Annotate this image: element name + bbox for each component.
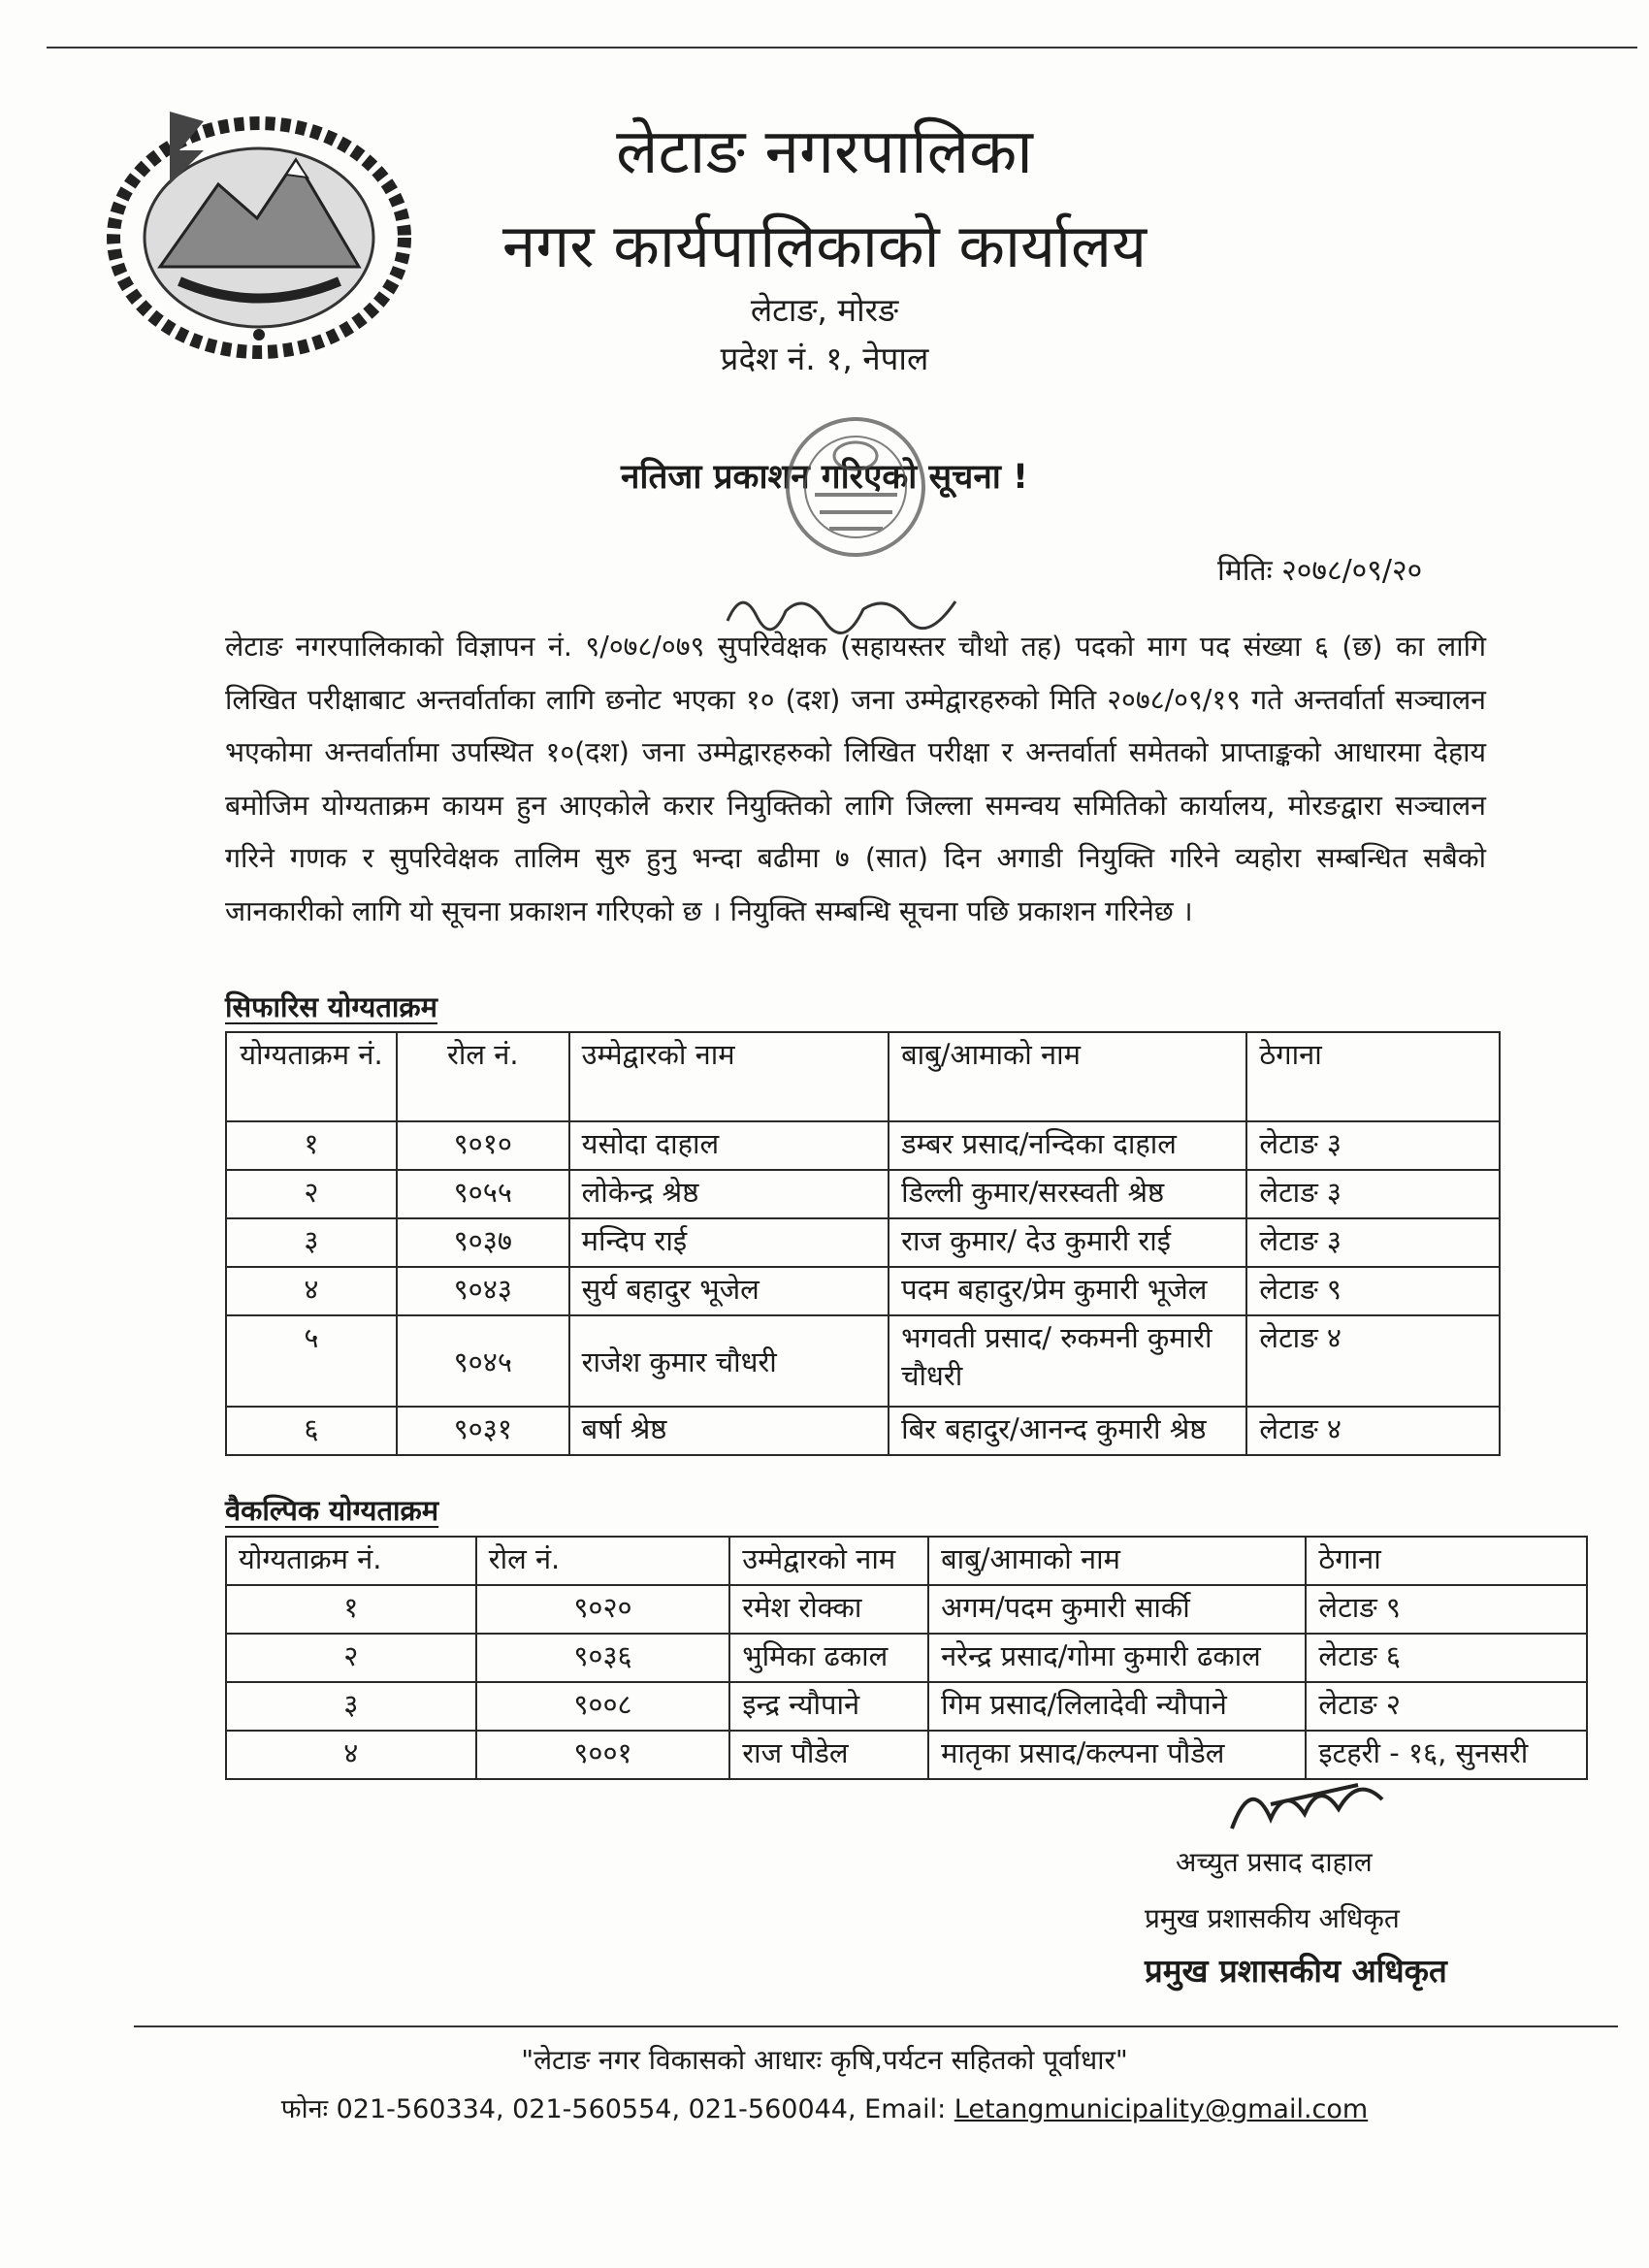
nepal-emblem-icon bbox=[102, 92, 417, 359]
name-cell: बर्षा श्रेष्ठ bbox=[569, 1407, 889, 1455]
parents-cell: भगवती प्रसाद/ रुकमनी कुमारी चौधरी bbox=[889, 1315, 1246, 1407]
name-cell: सुर्य बहादुर भूजेल bbox=[569, 1267, 889, 1315]
col-address: ठेगाना bbox=[1246, 1032, 1500, 1121]
notice-title: नतिजा प्रकाशन गरिएको सूचना ! bbox=[620, 458, 1029, 497]
parents-cell: राज कुमार/ देउ कुमारी राई bbox=[889, 1218, 1246, 1267]
address-cell: लेटाङ ६ bbox=[1306, 1634, 1587, 1682]
parents-cell: गिम प्रसाद/लिलादेवी न्यौपाने bbox=[928, 1682, 1306, 1731]
signatory-title: प्रमुख प्रशासकीय अधिकृत bbox=[1145, 1902, 1400, 1934]
roll-cell: ९०३६ bbox=[476, 1634, 730, 1682]
top-rule bbox=[47, 47, 1637, 49]
roll-cell: ९०३७ bbox=[397, 1218, 569, 1267]
parents-cell: नरेन्द्र प्रसाद/गोमा कुमारी ढकाल bbox=[928, 1634, 1306, 1682]
col-rank: योग्यताक्रम नं. bbox=[226, 1032, 397, 1121]
parents-cell: डम्बर प्रसाद/नन्दिका दाहाल bbox=[889, 1121, 1246, 1170]
table-row bbox=[226, 1218, 1500, 1267]
table-row bbox=[226, 1315, 1500, 1407]
roll-cell: ९०१० bbox=[397, 1121, 569, 1170]
roll-cell: ९०२० bbox=[476, 1585, 730, 1634]
rank-cell: ३ bbox=[226, 1682, 476, 1731]
col-rank: योग्यताक्रम नं. bbox=[226, 1537, 476, 1585]
rank-cell: २ bbox=[226, 1170, 397, 1218]
name-cell: रमेश रोक्का bbox=[729, 1585, 928, 1634]
rank-cell: ६ bbox=[226, 1407, 397, 1455]
parents-cell: अगम/पदम कुमारी सार्की bbox=[928, 1585, 1306, 1634]
signatory-stamp: प्रमुख प्रशासकीय अधिकृत bbox=[1145, 1952, 1447, 1990]
col-parents: बाबु/आमाको नाम bbox=[889, 1032, 1246, 1121]
recommended-table bbox=[225, 1031, 1501, 1456]
municipality-name: लेटाङ नगरपालिका bbox=[616, 116, 1033, 188]
table-row bbox=[226, 1682, 1587, 1731]
table-header-row bbox=[226, 1032, 1500, 1121]
address-cell: इटहरी - १६, सुनसरी bbox=[1306, 1731, 1587, 1779]
col-parents: बाबु/आमाको नाम bbox=[928, 1537, 1306, 1585]
address-cell: लेटाङ ४ bbox=[1246, 1315, 1500, 1407]
phone-numbers: फोनः 021-560334, 021-560554, 021-560044, bbox=[280, 2094, 857, 2124]
table-row bbox=[226, 1267, 1500, 1315]
handwritten-signature-icon bbox=[1212, 1766, 1406, 1843]
table-header-row bbox=[226, 1537, 1587, 1585]
name-cell: इन्द्र न्यौपाने bbox=[729, 1682, 928, 1731]
notice-date: मितिः २०७८/०९/२० bbox=[1217, 554, 1423, 588]
parents-cell: पदम बहादुर/प्रेम कुमारी भूजेल bbox=[889, 1267, 1246, 1315]
recommended-heading: सिफारिस योग्यताक्रम bbox=[225, 990, 438, 1023]
alternate-heading: वैकल्पिक योग्यताक्रम bbox=[225, 1494, 439, 1527]
col-name: उम्मेद्वारको नाम bbox=[569, 1032, 889, 1121]
alternate-table bbox=[225, 1536, 1588, 1780]
footer-contact bbox=[194, 2047, 1455, 2125]
footer-slogan: "लेटाङ नगर विकासको आधारः कृषि,पर्यटन सहितको पूर्वाधार" bbox=[521, 2044, 1128, 2076]
office-seal-icon bbox=[776, 407, 936, 567]
col-roll: रोल नं. bbox=[476, 1537, 730, 1585]
name-cell: राजेश कुमार चौधरी bbox=[569, 1315, 889, 1407]
col-name: उम्मेद्वारको नाम bbox=[729, 1537, 928, 1585]
table-row bbox=[226, 1585, 1587, 1634]
notice-body: लेटाङ नगरपालिकाको विज्ञापन नं. ९/०७८/०७९ सुपरिवेक्षक (सहायस्तर चौथो तह) पदको माग पद संख्या ६ (छ) का लागि लिखित परीक्षाबाट अन्तर्वार्ताका लागि छनोट भएका १० (दश) जना उम्मेद्वारहरुको मिति २०७८/०९/१९ गते अन्तर्वार्ता सञ्चालन भएकोमा अन्तर्वार्तामा उपस्थित १०(दश) जना उम्मेद्वारहरुको लिखित परीक्षा र अन्तर्वार्ता समेतको प्राप्ताङ्कको आधारमा देहाय बमोजिम योग्यताक्रम कायम हुन आएकोले करार नियुक्तिको लागि जिल्ला समन्वय समितिको कार्यालय, मोरङद्वारा सञ्चालन गरिने गणक र सुपरिवेक्षक तालिम सुरु हुनु भन्दा बढीमा ७ (सात) दिन अगाडी नियुक्ति गरिने व्यहोरा सम्बन्धित सबैको जानकारीको लागि यो सूचना प्रकाशन गरिएको छ । नियुक्ति सम्बन्धि सूचना पछि प्रकाशन गरिनेछ । bbox=[225, 631, 1486, 927]
table-row bbox=[226, 1407, 1500, 1455]
rank-cell: ४ bbox=[226, 1731, 476, 1779]
rank-cell: ५ bbox=[226, 1315, 397, 1407]
email-link[interactable]: Letangmunicipality@gmail.com bbox=[954, 2094, 1369, 2124]
name-cell: मन्दिप राई bbox=[569, 1218, 889, 1267]
col-address: ठेगाना bbox=[1306, 1537, 1587, 1585]
rank-cell: २ bbox=[226, 1634, 476, 1682]
rank-cell: १ bbox=[226, 1121, 397, 1170]
name-cell: भुमिका ढकाल bbox=[729, 1634, 928, 1682]
rank-cell: १ bbox=[226, 1585, 476, 1634]
signatory-name: अच्युत प्रसाद दाहाल bbox=[1176, 1846, 1373, 1878]
office-province: प्रदेश नं. १, नेपाल bbox=[720, 340, 929, 377]
address-cell: लेटाङ ९ bbox=[1246, 1267, 1500, 1315]
name-cell: लोकेन्द्र श्रेष्ठ bbox=[569, 1170, 889, 1218]
roll-cell: ९०४३ bbox=[397, 1267, 569, 1315]
address-cell: लेटाङ ९ bbox=[1306, 1585, 1587, 1634]
table-row bbox=[226, 1634, 1587, 1682]
name-cell: राज पौडेल bbox=[729, 1731, 928, 1779]
address-cell: लेटाङ ४ bbox=[1246, 1407, 1500, 1455]
parents-cell: बिर बहादुर/आनन्द कुमारी श्रेष्ठ bbox=[889, 1407, 1246, 1455]
address-cell: लेटाङ ३ bbox=[1246, 1170, 1500, 1218]
roll-cell: ९००१ bbox=[476, 1731, 730, 1779]
parents-cell: डिल्ली कुमार/सरस्वती श्रेष्ठ bbox=[889, 1170, 1246, 1218]
address-cell: लेटाङ ३ bbox=[1246, 1218, 1500, 1267]
roll-cell: ९०३१ bbox=[397, 1407, 569, 1455]
rank-cell: ४ bbox=[226, 1267, 397, 1315]
col-roll: रोल नं. bbox=[397, 1032, 569, 1121]
email-label: Email: bbox=[864, 2094, 947, 2124]
rank-cell: ३ bbox=[226, 1218, 397, 1267]
name-cell: यसोदा दाहाल bbox=[569, 1121, 889, 1170]
parents-cell: मातृका प्रसाद/कल्पना पौडेल bbox=[928, 1731, 1306, 1779]
address-cell: लेटाङ ३ bbox=[1246, 1121, 1500, 1170]
roll-cell: ९००८ bbox=[476, 1682, 730, 1731]
office-name: नगर कार्यपालिकाको कार्यालय bbox=[501, 211, 1148, 281]
roll-cell: ९०४५ bbox=[397, 1315, 569, 1407]
table-row bbox=[226, 1121, 1500, 1170]
table-row bbox=[226, 1170, 1500, 1218]
roll-cell: ९०५५ bbox=[397, 1170, 569, 1218]
address-cell: लेटाङ २ bbox=[1306, 1682, 1587, 1731]
office-location: लेटाङ, मोरङ bbox=[750, 291, 899, 329]
